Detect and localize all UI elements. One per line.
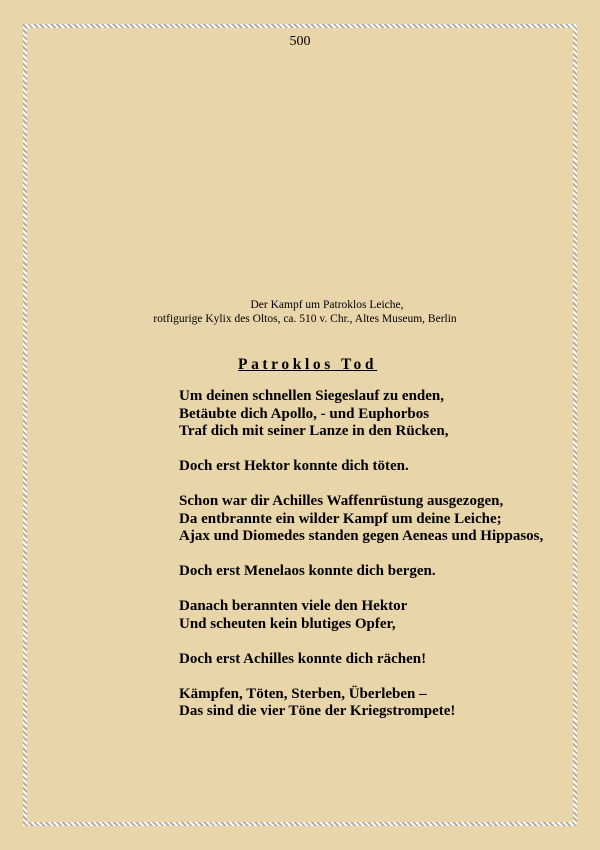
poem-line: Schon war dir Achilles Waffenrüstung ausgezogen, [179, 493, 504, 509]
poem-line: Doch erst Menelaos konnte dich bergen. [179, 563, 436, 579]
poem-line: Doch erst Hektor konnte dich töten. [179, 458, 409, 474]
image-caption [0, 298, 600, 326]
caption-line-1: Der Kampf um Patroklos Leiche, [250, 299, 404, 311]
stanza-3 [179, 493, 543, 546]
stanza-1 [179, 388, 543, 441]
stanza-2 [179, 458, 543, 476]
stanza-4 [179, 563, 543, 581]
poem-title: Patroklos Tod [238, 356, 378, 373]
poem-line: Kämpfen, Töten, Sterben, Überleben – [179, 685, 427, 702]
poem-line: Das sind die vier Töne der Kriegstrompete! [179, 703, 456, 719]
poem-line: Und scheuten kein blutiges Opfer, [179, 615, 396, 632]
poem-line: Um deinen schnellen Siegeslauf zu enden, [179, 388, 445, 404]
poem-line: Ajax und Diomedes standen gegen Aeneas und Hippasos, [179, 528, 544, 544]
stanza-5 [179, 598, 543, 633]
poem-line: Danach berannten viele den Hektor [179, 598, 408, 614]
poem-body [179, 388, 543, 738]
poem-line: Traf dich mit seiner Lanze in den Rücken, [179, 423, 449, 439]
poem-line: Betäubte dich Apollo, - und Euphorbos [179, 405, 430, 422]
caption-line-2: rotfigurige Kylix des Oltos, ca. 510 v. Chr., Altes Museum, Berlin [153, 313, 457, 325]
poem-line: Da entbrannte ein wilder Kampf um deine Leiche; [179, 510, 502, 527]
stanza-7 [179, 686, 543, 721]
page-number: 500 [289, 34, 311, 49]
poem-line: Doch erst Achilles konnte dich rächen! [179, 650, 427, 667]
stanza-6 [179, 651, 543, 669]
